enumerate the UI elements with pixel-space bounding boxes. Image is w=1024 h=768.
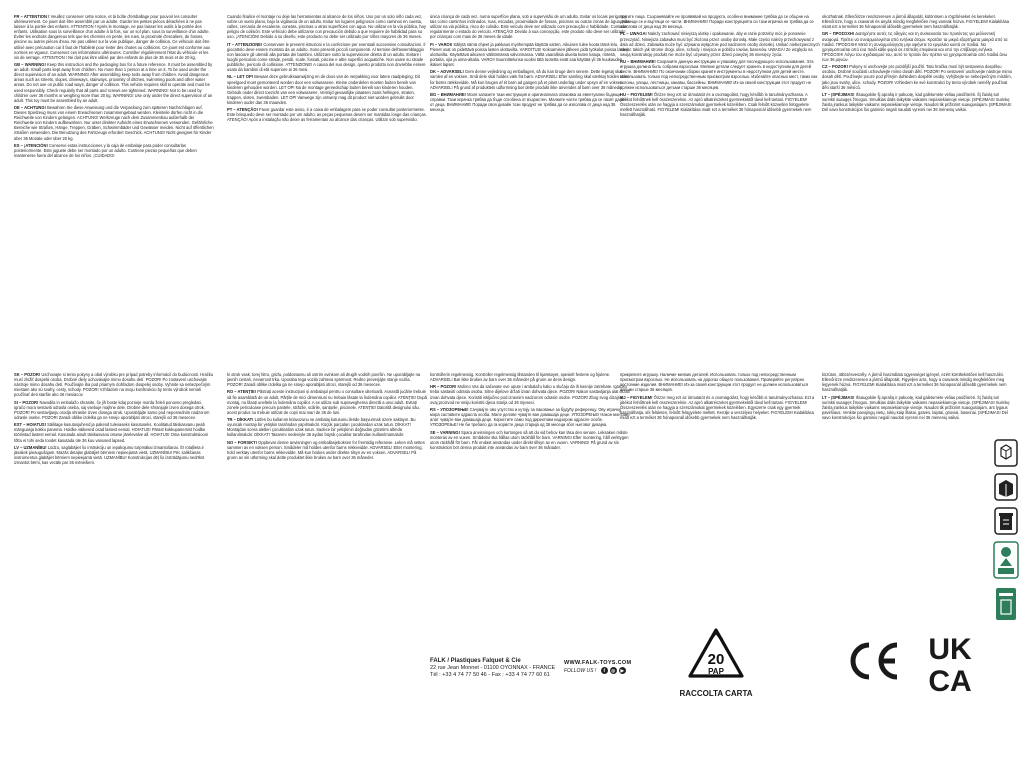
warning-paragraph	[620, 395, 820, 420]
company-name: FALK / Plastiques Falquet & Cie	[430, 658, 521, 664]
warning-text: тругите лица. Съхранявайте не проявявай на продукта, особено внимание трябва да се обърне на движещи се и въртящи се части. ВНИМАНИЕ! Поради конструкцията си тази играчка не трябва да се използва от деца над 36 месеца.	[620, 14, 814, 30]
warning-text: Cuando finalice el montaje no deje las herramientas al alcance de los niños. Uso por un solo niño cada vez, sobre un suelo plano, bajo la vigilancia de un adulto. Evitar los lugares peligrosos como caminos en cuesta, calles, cercanía de escaleras, cunetas, piscinas u otras superficies con agua. No utilizar en la vía pública, hay peligro de colisión. Este vehículo debe utilizarse con precaución debido a que requiere de habilidad para su uso. ¡ATENCIÓN! Debido a su diseño, este producto no debe ser utilizado por niños mayores de 36 meses.	[227, 14, 426, 40]
warning-text: Моля запазете тази инструкция и оригиналната опаковка за евентуални бъдещи справки. Тази играчка трябва да бъде сглобена от възрастен. Малките части трябва да се пазят далеч от деца. ВНИМАНИЕ! Поради своя дизайн този продукт не трябва да се използва от деца над 36 месеца.	[430, 91, 627, 113]
warning-paragraph	[430, 407, 630, 427]
warning-text: kontrollerin regelmessig. Kontroller regelmessig tilstanden til kjøretøyet, spesielt festene og hjulene. ADVARSEL! Bør ikke brukes av barn over 36 måneder på grunn av dens design.	[430, 372, 611, 383]
warning-paragraph	[14, 422, 214, 442]
warning-text: Molimo Vas da sačuvate ove upute i ambalažu kako u slučaju da ih kasnije zatrebate. Igračku treba sastaviti odrasla osoba. Sitne dijelove držati izvan dohvata djece. POZOR! Nakon sastavljanja alat držati izvan dohvata djece. Koristiti isključivo pod izravnim nadzorom odrasle osobe. POZOR! Zbog svog dizajna, ovaj proizvod ne smiju koristiti djeca starija od 36 mjeseci.	[430, 384, 630, 405]
language-heading: PL – UWAGA!	[620, 31, 647, 37]
ce-mark-icon	[850, 641, 906, 681]
warning-text: Favor guardar este aviso, é a caixa de embalagem para se poder consultar posteriormente. Este brinquedo deve ser montado por um adulto, as peças pequenas devem ser mantidas longe das crianças. ATENÇÃO! Após a instalação não deixe as ferramentas ao alcance das crianças. Utilizar sob supervisão.	[227, 107, 427, 123]
warning-paragraph	[430, 372, 630, 382]
warning-text: ki otrok vsak, torej hitro, grizlu, poldostavnu ali ostrim ovinkom ali drugih vodnih površin. Ne uporabljajte na javnih cestah, nevarnost trka. Uporaba tega vozila zahteva spretnost. Redno preverjajte stanje vozila. POZOR! Zaradi oblike izdelka ga ne smejo uporabljati otroci, starejši od 36 mesecev.	[227, 372, 421, 388]
col-4-lower	[620, 372, 820, 512]
website-url[interactable]: WWW.FALK-TOYS.COM	[564, 660, 632, 666]
warning-paragraph	[822, 14, 1012, 29]
warning-paragraph	[14, 62, 214, 103]
warning-paragraph	[430, 430, 630, 450]
warning-text: Veuillez conserver cette notice, et la boîte d'emballage pour pouvoir les consulter ultérieurement. Ce jouet doit être assemblé par un adulte. Garder les petites pièces détachées à ne pas laisser à la portée des enfants. ATTENTION ! Après le montage, ne pas laisser les outils à la portée des enfants. Utilisation sous la surveillance d'un adulte à la fois, sur un sol plan, sous la surveillance d'un adulte. Éviter les endroits dangereux tels que les chemins en pente, les rues, la proximité d'escaliers, de fosses, piscine ou autres pièces d'eau. Ne pas utiliser sur la voie publique, danger de collision. Ce véhicule doit être utilisé avec précaution car il faut de l'habileté pour éviter des chutes ou collisions. Ce jouet est conforme aux normes en vigueur. Conservez ces informations ultérieures. Contrôler régulièrement l'état du véhicule et les vis de serrage. ATTENTION ! Ne doit pas être utilisé par des enfants de plus de 36 mois et de 20 kg.	[14, 14, 211, 60]
warning-text: única criança de cada vez, numa superfície plana, sob a supervisão de um adulto. Evitar os locais perigosos tais como caminhos inclinados, ruas, escadas, proximidade de fossas, piscinas ou outras zonas de água. Não utilizar na via pública, risco de colisão. Este veículo deve ser utilizado com precaução e habilidade. Controlar regularmente o estado do veículo. ATENÇÃO! Devido à sua concepção, este produto não deve ser utilizado por crianças com mais de 36 meses de idade.	[430, 14, 630, 40]
warning-paragraph	[822, 395, 1012, 420]
language-heading: PT – ATENÇÃO!	[227, 107, 258, 113]
company-street: 22 rue Jean Monnet - 01100 OYONNAX - FRANCE	[430, 665, 556, 671]
col-5-lower	[822, 372, 1012, 602]
warning-paragraph	[620, 59, 820, 90]
language-heading: BG – ВНИМАНИЕ!	[430, 91, 466, 97]
language-heading: IT – ATTENZIONE!	[227, 41, 263, 47]
recycling-label: RACCOLTA CARTA	[679, 689, 753, 698]
language-heading: HU – FIGYELEM!	[620, 91, 653, 97]
website-block	[564, 660, 674, 675]
paper-bin-icon	[992, 584, 1020, 624]
col-3-lower	[430, 372, 630, 642]
warning-text: Išsaugokite šį aprašą ir pakuotę, kad galėtumėte vėliau pasižiūrėti. Šį žaislą turi surinkti suaugęs žmogus. Smulkias dalis laikykite vaikams nepasiekiamoje vietoje. ĮSPĖJIMAS! Surinkę žaislą įrankius laikykite vaikams nepasiekiamoje vietoje. Naudoti tik prižiūrint suaugusiajam. ĮSPĖJIMAS! Dėl savo konstrukcijos šio gaminio negali naudoti vyresni nei 36 mėnesių vaikai.	[822, 91, 1012, 113]
col-1-lower	[14, 372, 214, 732]
language-heading: GB – WARNING!	[14, 62, 46, 68]
warning-paragraph	[822, 31, 1012, 62]
warning-text: Сачувајте ово упутство и кутију за паковање за будућу референцу. Ову играчку мора саставити одрасла особа. Мале делове чувајте ван домашаја деце. УПОЗОРЕЊЕ! Након монтаже алат чувајте ван домашаја деце. Користите само под директним надзором одрасле особе. УПОЗОРЕЊЕ! Не би требало да га користе деца старија од 36 месеци због његовог дизајна.	[430, 406, 630, 428]
language-heading: EST – HOIATUS!	[14, 422, 46, 428]
warning-paragraph	[620, 31, 820, 56]
recycling-material: PAP	[708, 667, 724, 676]
warning-paragraph	[227, 417, 427, 437]
warning-paragraph	[227, 42, 427, 73]
follow-us-label: FOLLOW US !	[564, 668, 597, 674]
warning-text: Keep this instruction and the packaging box for a future reference. It must be assembled by an adult. Small parts kept away from children. No more than 1 person at a time on it. To be used under the direct supervision of an adult. WARNING! After assembling keep tools away from children. Avoid dangerous areas such as streets, slopes, driveways, stairways, proximity of ditches, swimming pools and other water areas. Do not use on public road ways, danger of collision. This vehicle requires skill to operate and must be used responsibly. Check regularly that all parts and screws are tightened. WARNING! Not to be used by children over 36 months or weighing more than 20 kg. WARNING! Use only under the direct supervision of an adult. This toy must be assembled by an adult.	[14, 62, 213, 103]
ukca-bottom: CA	[928, 665, 972, 694]
warning-text: Сохраните данную инструкцию и упаковку для последующего использования. Эта игрушка должна быть собрана взрослым. Мелкие детали следует хранить в недоступном для детей месте. ВНИМАНИЕ! По окончании сборки храните инструменты в недоступном для детей месте. Использовать только под непосредственным присмотром взрослых. Избегайте опасных мест, таких как склоны, улицы, лестницы, канавы, бассейны. ВНИМАНИЕ! Из-за своей конструкции этот продукт не должен использоваться детьми старше 36 месяцев.	[620, 59, 818, 90]
warning-text: Conservare le presenti istruzioni e la confezione per eventuali successive consultazioni. Il giocattolo deve essere montato da un adulto. Sono presenti piccoli componenti. Al termine dell'assemblaggio non lasciare gli utensili alla portata dei bambini. Utilizzare sotto la supervisione diretta di un adulto. Evitare i luoghi pericolosi come strade, pendii, scale, fossati, piscine e altre superfici acquatiche. Non usare su strade pubbliche, pericolo di collisione. ATTENZIONE! A causa del suo design, questo prodotto non dovrebbe essere usato da bambini di età superiore ai 36 mesi.	[227, 41, 426, 73]
warning-text: Pokyny si uschovejte pro pozdější použití. Tato hračka musí být sestavena dospělou osobou. Drobné součásti uchovávejte mimo dosah dětí. POZOR! Po sestavení uschovejte nástroje mimo dosah dětí. Používejte pouze pod přímým dohledem dospělé osoby. Vyhýbejte se nebezpečným místům, jako jsou svahy, ulice, schody. POZOR! Vzhledem ke své konstrukci by tento výrobek neměly používat děti starší 36 měsíců.	[822, 64, 1012, 90]
language-heading: CZ – POZOR!	[822, 64, 848, 70]
recycling-code: 20	[707, 651, 725, 668]
social-links	[601, 667, 628, 675]
warning-text: Bewahren Sie diese Anweisung und die Verpackung zum späteren Nachschlagen auf. Dieses Spielzeug muss von einem Erwachsenen zusammengebaut werden. Kleinteile dürfen nicht in die Reichweite von Kindern gelangen. ACHTUNG! Werkzeuge nach dem Zusammenbau außerhalb der Reichweite von Kindern aufbewahren. Nur unter direkter Aufsicht eines Erwachsenen verwenden. Gefährliche Bereiche wie Straßen, Hänge, Treppen, Gräben, Schwimmbäder und Gewässer meiden. Nicht auf öffentlichen Straßen verwenden. Die Benutzung des Fahrzeugs erfordert Geschick. ACHTUNG! Nicht geeignet für Kinder über 36 Monate oder über 20 kg.	[14, 104, 214, 141]
language-heading: RS – УПОЗОРЕЊЕ!	[430, 406, 469, 412]
language-heading: HR – POZOR!	[430, 384, 457, 390]
language-heading: NL – LET OP!	[227, 74, 254, 80]
warning-paragraph	[227, 74, 427, 105]
youtube-icon[interactable]: ▶	[620, 668, 624, 673]
col-2-lower	[227, 372, 427, 732]
warning-text: Conserve estas instrucciones y la caja de embalaje para poder consultarlas posteriormente. Este juguete debe ser montado por un adulto. Contiene piezas pequeñas que deben mantenerse fuera del alcance de los niños. ¡CUIDADO!	[14, 142, 197, 158]
ukca-top: UK	[928, 633, 972, 666]
cardboard-box-icon	[992, 472, 1020, 502]
warning-paragraph	[14, 105, 214, 141]
language-heading: LT – ĮSPĖJIMAS!	[822, 91, 855, 97]
side-pictograms	[990, 438, 1022, 628]
warning-paragraph	[14, 14, 214, 60]
packaging-sorting-icon	[992, 438, 1020, 468]
language-heading: FR – ATTENTION !	[14, 14, 50, 19]
warning-paragraph	[227, 107, 427, 122]
warning-text: okozhatnak. Ellenőrizze rendszeresen a jármű állapotát, különösen a rögzítéseket és kerekeket. Ellenőrizze, hogy a csavarok és anyák mindig megfelelően meg vannak húzva. FIGYELEM! Kialakítása miatt ezt a terméket 36 hónaposnál idősebb gyermekek nem használhatják.	[822, 14, 1010, 30]
language-heading: DE – ACHTUNG!	[14, 104, 46, 110]
warning-text: közúton, ütközésveszély. A jármű használata ügyességet igényel, ezért körültekintően kell használni. Ellenőrizze rendszeresen a jármű állapotát. Figyeljen arra, hogy a csavarok mindig megfelelően meg legyenek húzva. FIGYELEM! Kialakítása miatt ezt a terméket 36 hónaposnál idősebb gyermekek nem használhatják.	[822, 372, 1007, 393]
warning-text: прикрепите игрушку. Наличие мелких деталей. Использовать только под непосредственным присмотром взрослых. Не использовать на дорогах общего пользования. Проверяйте регулярно состояние изделия. ВНИМАНИЕ! Из-за своей конструкции этот продукт не должен использоваться детьми старше 36 месяцев.	[620, 372, 809, 393]
warning-paragraph	[430, 92, 630, 112]
recycling-bin-icon	[992, 506, 1020, 536]
language-heading: DK – ADVARSEL!	[430, 69, 464, 75]
warning-paragraph	[14, 400, 214, 420]
warning-paragraph	[620, 372, 820, 392]
warning-paragraph	[822, 92, 1012, 112]
warning-paragraph	[620, 92, 820, 117]
warning-paragraph	[822, 64, 1012, 89]
recycling-mark	[676, 626, 756, 698]
warning-text: Bewaar deze gebruiksaanwijzing en de doos van de verpakking voor latere raadpleging. Dit speelgoed moet gemonteerd worden door een volwassene. Kleine onderdelen moeten buiten bereik van kinderen gehouden worden. LET OP! Na de montage gereedschap buiten bereik van kinderen houden. Gebruik onder direct toezicht van een volwassene. Vermijd gevaarlijke plaatsen zoals hellingen, straten, trappen, sloten, zwembaden. LET OP! Vanwege zijn ontwerp mag dit product niet worden gebruikt door kinderen ouder dan 36 maanden.	[227, 74, 420, 105]
warning-paragraph	[14, 445, 214, 465]
language-heading: SK – POZOR!	[14, 372, 41, 377]
company-phone: Tél : +33 4 74 77 50 46 - Fax : +33 4 74 77 60 61	[430, 672, 550, 678]
language-heading: MJ – FIGYELEM!	[620, 394, 653, 400]
language-heading: RU – ВНИМАНИЕ!	[620, 59, 656, 65]
warning-text: Gem denne vejledning og emballagen, så du kan bruge dem senere. Dette legetøj skal samles af en voksen. Små dele skal holdes væk fra børn. ADVARSEL! Efter samling skal værktøj holdes uden for børns rækkevidde. Må kun bruges af ét barn ad gangen på et plant underlag under opsyn af en voksen. ADVARSEL! På grund af produktets udformning bør dette produkt ikke anvendes af børn over 36 måneder.	[430, 69, 630, 90]
warning-text: Oppbevar denne anvisningen og emballasjeboksen for fremtidig referanse. Leken må settes sammen av en voksen person. Smådeler må holdes utenfor barns rekkevidde. ADVARSEL! Etter montering, hold verktøy utenfor barns rekkevidde. Må kun brukes under direkte tilsyn av en voksen. ADVARSEL! På grunn av sin utforming skal dette produktet ikke brukes av barn over 36 måneder.	[227, 439, 425, 460]
language-heading: LT – ĮSPĖJIMAS!	[822, 394, 855, 400]
warning-paragraph	[430, 69, 630, 89]
language-heading: NO – FORSIKT!	[227, 439, 258, 445]
warning-paragraph	[227, 372, 427, 387]
warning-text: Išsaugokite šį aprašą ir pakuotę, kad galėtumėte vėliau pasižiūrėti. Šį žaislą turi surinkti suaugęs žmogus. Smulkias dalis laikykite vaikams nepasiekiamoje vietoje. ĮSPĖJIMAS! Surinkę žaislą įrankius laikykite vaikams nepasiekiamoje vietoje. Naudoti tik prižiūrint suaugusiajam, ant lygaus paviršiaus. Venkite pavojingų vietų, tokių kaip šlaitai, gatvės, laiptai, grioviai, baseinai. ĮSPĖJIMAS! Dėl savo konstrukcijos šio gaminio negali naudoti vyresni nei 36 mėnesių vaikai.	[822, 394, 1010, 420]
language-heading: LV – UZMANĪBU!	[14, 444, 47, 450]
warning-text: Säilitage kasutusjuhend ja pakend tulevaseks kasutuseks. Koolitatud täiskasvanu peab mänguasja kokku panema. Hoidke väikesed osad lastest eemal. HOIATUS! Pärast kokkupanemist hoidke tööriistad lastest eemal. Kasutada ainult täiskasvanu otsese järelevalve all. HOIATUS! Oma konstruktsiooni tõttu ei tohi seda toodet kasutada üle 36 kuu vanused lapsed.	[14, 422, 209, 443]
warning-text: Păstrați aceste instrucțiuni și ambalajul pentru o consultare ulterioară. Această jucărie trebuie să fie asamblată de un adult. Părțile de mici dimensiuni nu trebuie lăsate la îndemâna copiilor. ATENȚIE! După montaj, nu lăsați uneltele la îndemâna copiilor. A se utiliza sub supravegherea directă a unui adult. Evitați zonele periculoase precum pantele, străzile, scările, șanțurile, piscinele. ATENȚIE! Datorită designului său, acest produs nu trebuie utilizat de copii mai mari de 36 de luni.	[227, 389, 427, 415]
warning-text: Säilytä nämä ohjeet ja pakkaus myöhempää käyttöä varten. Aikuisen tulee koota tämä lelu. Pienet osat on pidettävä poissa lasten ulottuvilta. VAROITUS! Kokoamisen jälkeen pidä työkalut poissa lasten ulottuvilta. Käytettävä aikuisen välittömässä valvonnassa. Vältä vaarallisia alueita kuten katuja, rinteitä, portaita, ojia ja uima-altaita. VAROI! Suunnittelunsa vuoksi tätä tuotetta eivät saa käyttää yli 36 kuukauden ikäiset lapset.	[430, 41, 629, 68]
warning-paragraph	[14, 143, 214, 158]
warning-paragraph	[227, 389, 427, 414]
warning-paragraph	[430, 42, 630, 67]
language-heading: SE – VARNING!	[430, 429, 460, 435]
instagram-icon[interactable]: ◎	[611, 668, 616, 673]
warning-paragraph	[14, 372, 214, 397]
warning-text: Őrizze meg ezt az útmutatót és a csomagolást, hogy később is tanulmányozhassa. A játékot felnőttnek kell összeszerelnie. Az apró alkatrészeket gyermekektől távol kell tartani. FIGYELEM! Összeszerelés után ne hagyja a szerszámokat gyermekek közelében. Csak felnőtt közvetlen felügyelete mellett használható. FIGYELEM! Kialakítása miatt ezt a terméket 36 hónaposnál idősebb gyermekek nem használhatják.	[620, 91, 812, 118]
warning-text: Lūdzu, saglabājiet šo instrukciju un iepakojumu turpmākai izmantošanai. Šī rotaļlieta ir jāsaliek pieaugušajam. Mazās detaļas glabājiet bērniem nepieejamā vietā. UZMANĪBU! Pēc salikšanas instrumentus glabājiet bērniem nepieejamā vietā. UZMANĪBU! Konstrukcijas dēļ šo izstrādājumu nedrīkst izmantot bērni, kas vecāki par 36 mēnešiem.	[14, 444, 205, 466]
warning-paragraph	[430, 14, 630, 39]
warning-paragraph	[822, 372, 1012, 392]
language-heading: SI – POZOR!	[14, 399, 39, 405]
warning-text: Uschovajte si tento pokyny a obal výrobku pre prípad potreby informácií do budúcnosti. Hračku musí zložiť dospelá osoba. Drobné diely uchovávajte mimo dosahu detí. POZOR! Po zostavení uschovajte nástroje mimo dosahu detí. Používajte iba pod priamym dohľadom dospelej osoby. Vyhnite sa nebezpečným miestam ako sú svahy, cesty, schody. POZOR! Vzhľadom na svoju konštrukciu by tento výrobok nemali používať deti staršie ako 36 mesiacov.	[14, 372, 214, 398]
recycling-triangle-icon	[686, 626, 746, 682]
warning-paragraph	[620, 14, 820, 29]
triman-logo-icon	[992, 540, 1020, 580]
warning-paragraph	[430, 384, 630, 404]
language-heading: ES – ¡ATENCIÓN!	[14, 142, 48, 148]
warning-paragraph	[227, 14, 427, 39]
facebook-icon[interactable]: f	[601, 667, 608, 674]
warning-text: Lütfen bu kullanım kılavuzunu ve ambalaj kutusunu ileride başvurmak üzere saklayın. Bu oyuncak montajı bir yetişkin tarafından yapılmalıdır. Küçük parçaları çocuklardan uzak tutun. DİKKAT! Montajdan sonra aletleri çocuklardan uzak tutun. Sadece bir yetişkinin doğrudan gözetimi altında kullanılmalıdır. DİKKAT! Tasarımı nedeniyle 36 aydan büyük çocuklar tarafından kullanılmamalıdır.	[227, 417, 416, 438]
ukca-mark-icon	[918, 630, 982, 694]
language-heading: TR – DİKKAT!	[227, 417, 254, 423]
language-heading: GR – ΠΡΟΣΟΧΗ!	[822, 31, 855, 37]
warning-text: Spara anvisningen och kartongen så att du vid behov kan läsa den senare. Leksaken måste monteras av en vuxen. Smådelar ska hållas utom räckhåll för barn. VARNING! Efter montering, håll verktygen utom räckhåll för barn. Får endast användas under direkt tillsyn av en vuxen. VARNING! På grund av sin konstruktion bör denna produkt inte användas av barn över 36 månader.	[430, 429, 629, 450]
warning-text: Διατηρήστε αυτές τις οδηγίες και τη συσκευασία του προϊόντος για μελλοντική αναφορά. Πρέπει να συναρμολογείται από ενήλικα άτομο. Κρατάτε τα μικρά εξαρτήματα μακριά από τα παιδιά. ΠΡΟΣΟΧΗ! Μετά τη συναρμολόγηση μην αφήνετε τα εργαλεία κοντά σε παιδιά. Να χρησιμοποιείται από ένα παιδί κάθε φορά σε επίπεδη επιφάνεια και υπό την επίβλεψη ενήλικα. ΠΡΟΣΟΧΗ! Λόγω του σχεδιασμού του, αυτό το προϊόν δεν πρέπει να χρησιμοποιείται από παιδιά άνω των 36 μηνών.	[822, 31, 1008, 62]
warning-text: Navodila in embalažo shranite, če jih boste kdaj pozneje morda želeli ponovno pregledati. Igračo mora sestaviti odrasla oseba, saj vsebuje majhne dele. Drobne dele shranjujte izven dosega otrok. POZOR! Po sestavljanju orodja shranite izven dosega otrok. Uporabljajte samo pod neposrednim nadzorom odrasle osebe. POZOR! Zaradi oblike izdelka ga ne smejo uporabljati otroci, starejši od 36 mesecev.	[14, 399, 210, 420]
warning-paragraph	[227, 440, 427, 460]
warning-text: Őrizze meg ezt az útmutatót és a csomagolást, hogy később is tanulmányozhassa. Ezt a játékot felnőttnek kell összeszerelnie. Az apró alkatrészeket gyermekektől távol kell tartani. FIGYELEM! Összeszerelés után ne hagyja a szerszámokat gyermekek közelében. Egyszerre csak egy gyermek használhatja, sík felületen, felnőtt felügyelete mellett. Kerülje a veszélyes helyeket. FIGYELEM! Kialakítása miatt ezt a terméket 36 hónaposnál idősebb gyermekek nem használhatják.	[620, 394, 815, 420]
warning-text: Należy zachować niniejszą ulotkę i opakowanie, aby w razie potrzeby móc je ponownie przeczytać. Niniejsza zabawka musi być złożona przez osobę dorosłą. Małe części należy przechowywać z dala od dzieci. Zabawka może być używana wyłącznie pod nadzorem osoby dorosłej. Unikać niebezpiecznych miejsc takich jak strome drogi, ulice, schody i miejsca w pobliżu rowów, basenów. UWAGA! Ze względu na swoją konstrukcję produkt nie może być używany przez dzieci powyżej 36 miesięcy życia.	[620, 31, 820, 57]
language-heading: RO – ATENȚIE!	[227, 389, 257, 395]
language-heading: FI – VAROI!	[430, 41, 453, 47]
